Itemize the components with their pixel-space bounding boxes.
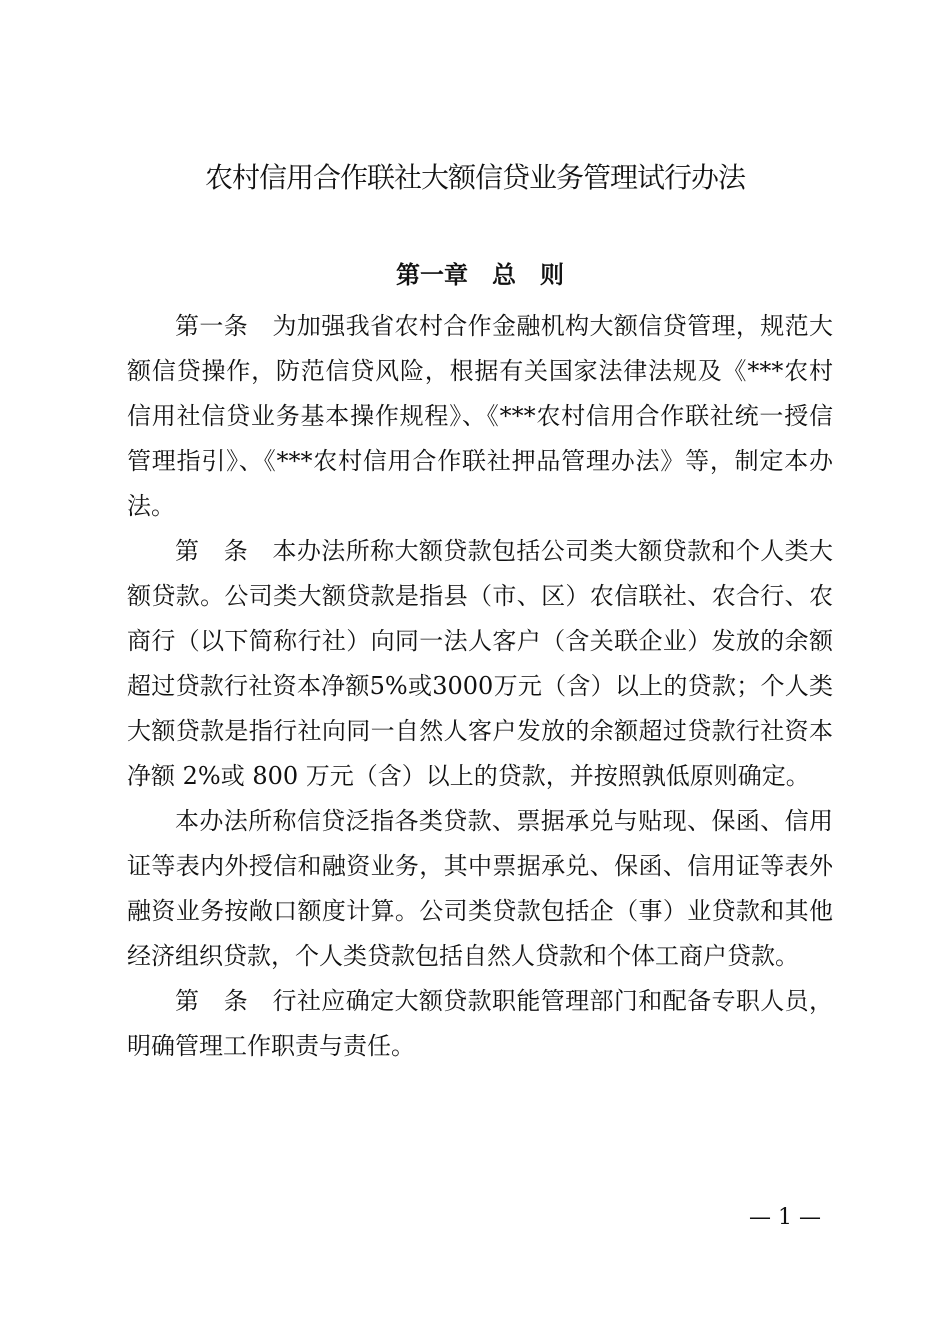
credit-definition-paragraph: 本办法所称信贷泛指各类贷款、票据承兑与贴现、保函、信用证等表内外授信和融资业务，其中票据承兑、保函、信用证等表外融资业务按敞口额度计算。公司类贷款包括企（事）业贷款和其他经济组织贷款，个人类贷款包括自然人贷款和个体工商户贷款。 [127, 807, 833, 970]
article-3-paragraph: 第 条 行社应确定大额贷款职能管理部门和配备专职人员，明确管理工作职责与责任。 [127, 987, 833, 1060]
page-number: — 1 — [749, 1205, 821, 1230]
document-title: 农村信用合作联社大额信贷业务管理试行办法 [204, 161, 745, 194]
document-body [127, 304, 833, 1069]
article-2-paragraph: 第 条 本办法所称大额贷款包括公司类大额贷款和个人类大额贷款。公司类大额贷款是指县（市、区）农信联社、农合行、农商行（以下简称行社）向同一法人客户（含关联企业）发放的余额超过贷款行社资本净额5%或3000万元（含）以上的贷款；个人类大额贷款是指行社向同一自然人客户发放的余额超过贷款行社资本净额 2%或 800 万元（含）以上的贷款，并按照孰低原则确定。 [127, 537, 833, 790]
chapter-heading: 第一章 总 则 [396, 261, 564, 289]
article-1-paragraph: 第一条 为加强我省农村合作金融机构大额信贷管理，规范大额信贷操作，防范信贷风险，根据有关国家法律法规及《***农村信用社信贷业务基本操作规程》、《***农村信用合作联社统一授信管理指引》、《***农村信用合作联社押品管理办法》等，制定本办法。 [127, 312, 833, 520]
